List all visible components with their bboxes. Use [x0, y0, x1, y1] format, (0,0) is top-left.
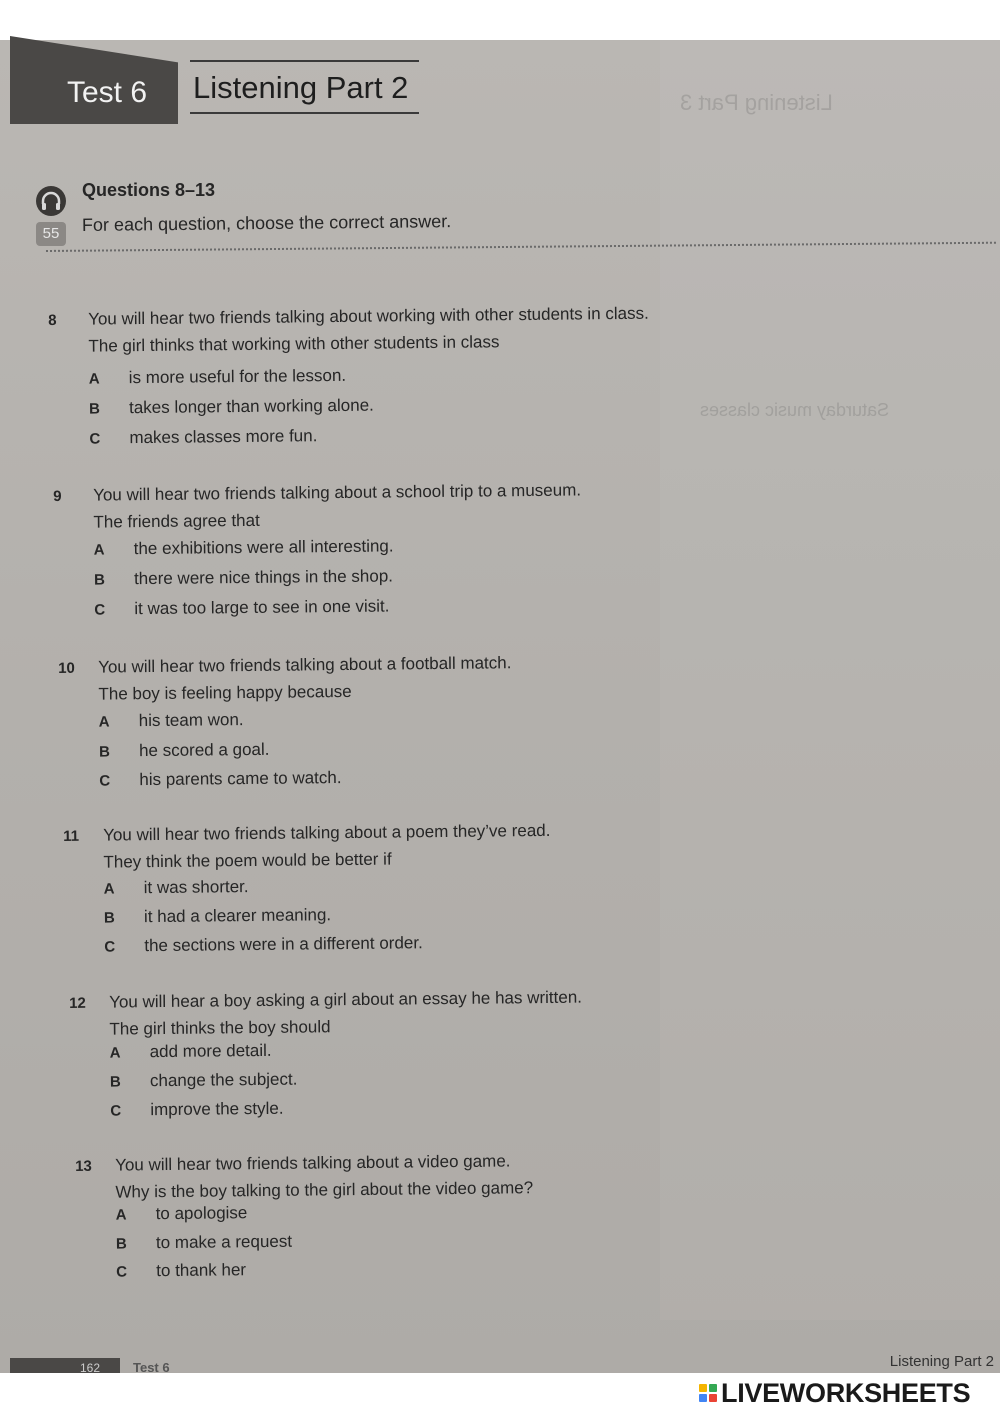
question-number: 9 [53, 487, 62, 505]
option-b[interactable]: B takes longer than working alone. [88, 395, 374, 418]
footer-part-label: Listening Part 2 [889, 1353, 994, 1370]
track-number: 55 [36, 222, 66, 246]
liveworksheets-logo [698, 1378, 970, 1408]
option-c[interactable]: C it was too large to see in one visit. [94, 596, 390, 619]
question-stem: You will hear two friends talking about a poem they’ve read. They think the poem would be better if [103, 820, 551, 872]
option-a[interactable]: A the exhibitions were all interesting. [93, 536, 394, 559]
option-b[interactable]: B change the subject. [109, 1069, 298, 1091]
question-number: 10 [58, 659, 75, 677]
question-stem: You will hear two friends talking about a school trip to a museum. The friends agree that [93, 480, 582, 532]
option-a[interactable]: A add more detail. [109, 1040, 272, 1062]
question-number: 11 [63, 827, 80, 845]
footer-bar [10, 1358, 120, 1373]
instruction: For each question, choose the correct answer. [81, 211, 452, 235]
question-number: 13 [75, 1157, 92, 1175]
test-label: Test 6 [67, 76, 148, 109]
option-c[interactable]: C makes classes more fun. [89, 426, 318, 448]
question-number: 12 [69, 994, 86, 1012]
option-c[interactable]: C to thank her [116, 1260, 247, 1281]
option-a[interactable]: A it was shorter. [103, 877, 249, 898]
option-b[interactable]: B he scored a goal. [98, 739, 270, 761]
option-c[interactable]: C the sections were in a different order. [104, 933, 423, 956]
option-c[interactable]: C his parents came to watch. [99, 768, 342, 790]
option-c[interactable]: C improve the style. [110, 1098, 284, 1120]
page-number: 162 [80, 1361, 101, 1375]
option-b[interactable]: B to make a request [115, 1231, 293, 1253]
option-a[interactable]: A his team won. [98, 710, 244, 731]
footer-test-label: Test 6 [133, 1360, 170, 1375]
question-stem: You will hear two friends talking about a football match. The boy is feeling happy because [98, 653, 512, 704]
question-number: 8 [48, 311, 57, 329]
part-title: Listening Part 2 [190, 60, 419, 114]
bleed-through-area: Listening Part 3 Saturday music classes [660, 40, 1000, 1320]
headphones-icon [36, 186, 66, 216]
liveworksheets-wordmark: LIVEWORKSHEETS [721, 1377, 971, 1408]
question-stem: You will hear a boy asking a girl about an essay he has written. The girl thinks the boy should [109, 987, 583, 1039]
liveworksheets-icon [698, 1383, 718, 1403]
option-b[interactable]: B there were nice things in the shop. [93, 566, 394, 589]
question-stem: You will hear two friends talking about a video game. Why is the boy talking to the girl about the video game? [115, 1151, 534, 1202]
question-range: Questions 8–13 [82, 180, 216, 200]
option-a[interactable]: A is more useful for the lesson. [88, 365, 347, 388]
question-stem: You will hear two friends talking about working with other students in class. The girl thinks that working with other students in class [88, 303, 649, 356]
option-a[interactable]: A to apologise [115, 1203, 248, 1224]
option-b[interactable]: B it had a clearer meaning. [103, 905, 332, 927]
